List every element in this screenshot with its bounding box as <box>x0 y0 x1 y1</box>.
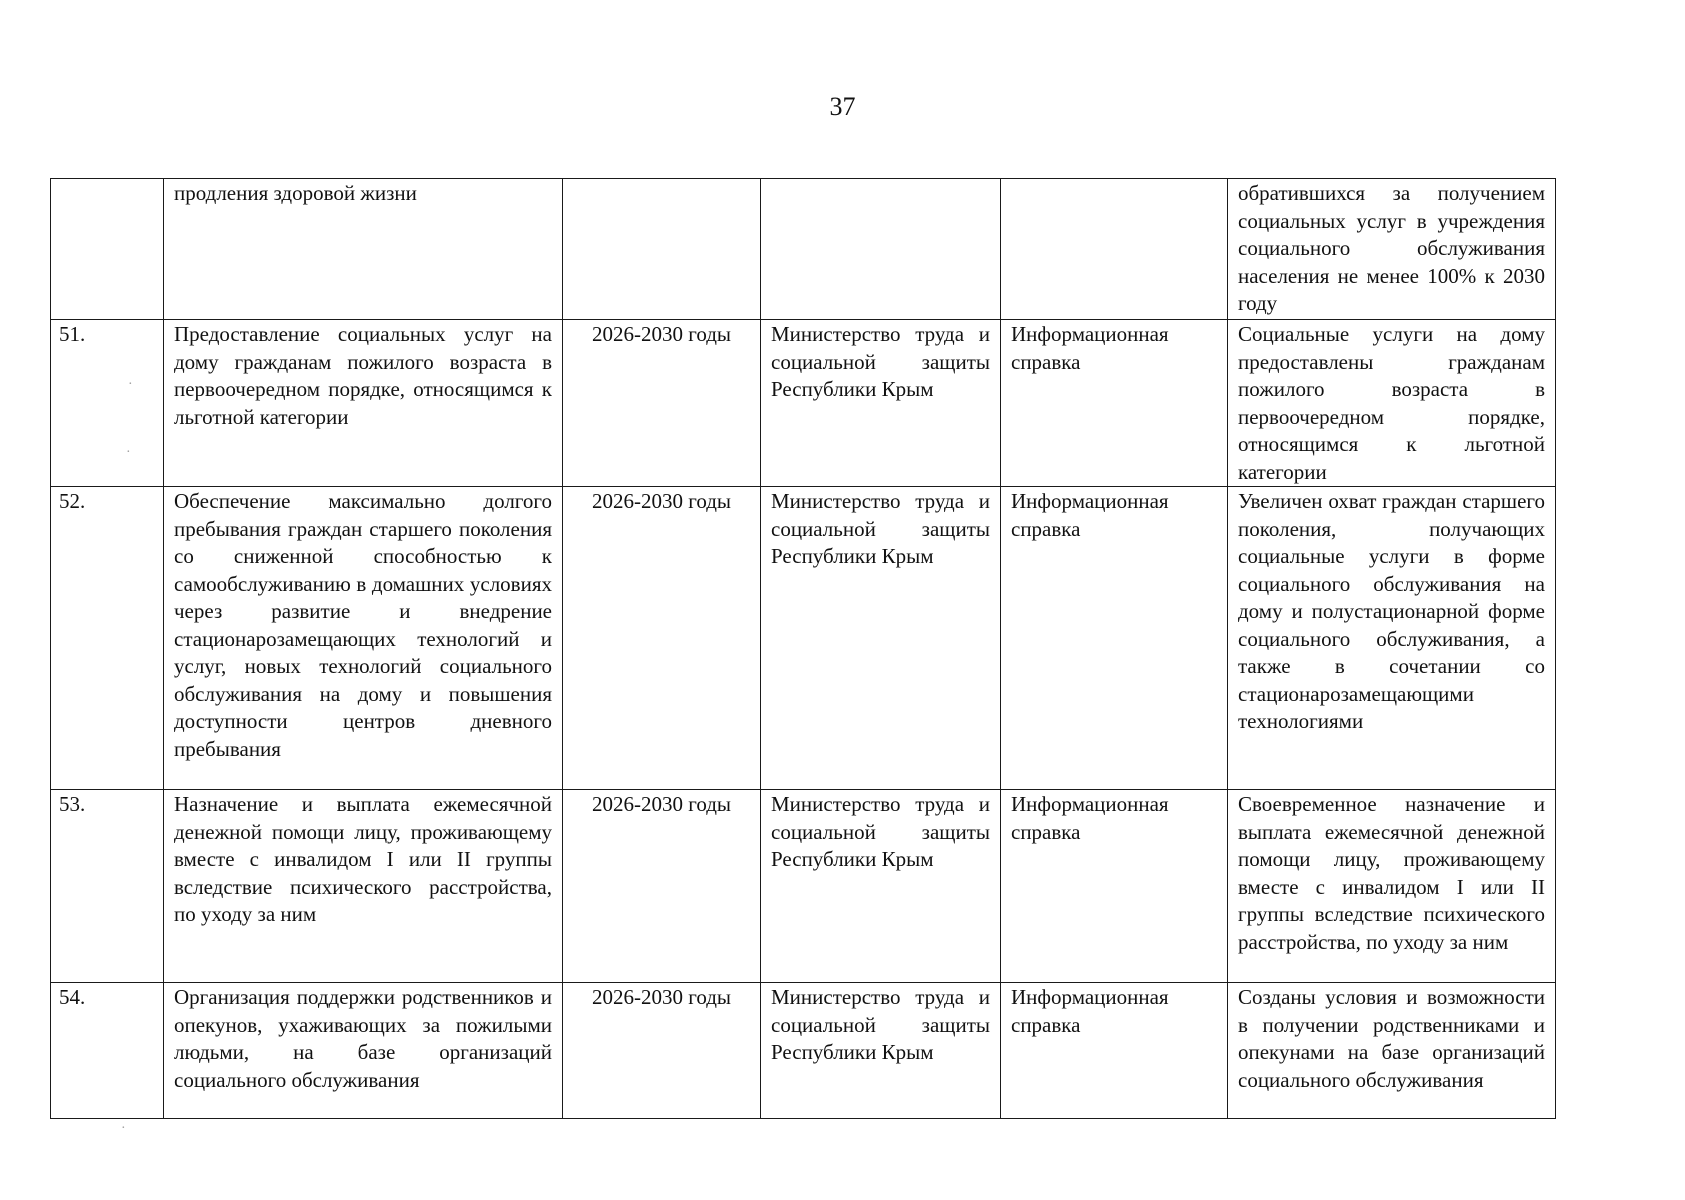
executor-cell <box>761 179 1001 320</box>
report-form-cell: Информационная справка <box>1001 983 1228 1119</box>
period-cell: 2026-2030 годы <box>563 320 761 487</box>
executor-cell: Министерство труда и социальной защиты Республики Крым <box>761 983 1001 1119</box>
report-form-cell: Информационная справка <box>1001 320 1228 487</box>
event-cell: Предоставление социальных услуг на дому гражданам пожилого возраста в первоочередном порядке, относящимся к льготной категории <box>164 320 563 487</box>
executor-cell: Министерство труда и социальной защиты Республики Крым <box>761 320 1001 487</box>
executor-cell: Министерство труда и социальной защиты Республики Крым <box>761 487 1001 790</box>
report-form-cell: Информационная справка <box>1001 487 1228 790</box>
result-cell: обратившихся за получением социальных услуг в учреждения социального обслуживания населения не менее 100% к 2030 году <box>1228 179 1556 320</box>
measures-table <box>50 178 1556 1119</box>
table-row <box>51 487 1556 790</box>
report-form-cell: Информационная справка <box>1001 790 1228 983</box>
period-cell: 2026-2030 годы <box>563 983 761 1119</box>
executor-cell: Министерство труда и социальной защиты Республики Крым <box>761 790 1001 983</box>
event-cell: продления здоровой жизни <box>164 179 563 320</box>
row-number-cell: 54. <box>51 983 164 1119</box>
table-row <box>51 179 1556 320</box>
scan-speck: · <box>121 1121 126 1136</box>
row-number-cell <box>51 179 164 320</box>
page-number: 37 <box>829 92 856 121</box>
period-cell <box>563 179 761 320</box>
result-cell: Своевременное назначение и выплата ежемесячной денежной помощи лицу, проживающему вместе с инвалидом I или II группы вследствие психического расстройства, по уходу за ним <box>1228 790 1556 983</box>
result-cell: Созданы условия и возможности в получении родственниками и опекунами на базе организаций социального обслуживания <box>1228 983 1556 1119</box>
event-cell: Обеспечение максимально долгого пребывания граждан старшего поколения со сниженной способностью к самообслуживанию в домашних условиях через развитие и внедрение стационарозамещающих технологий и услуг, новых технологий социального обслуживания на дому и повышения доступности центров дневного пребывания <box>164 487 563 790</box>
scan-speck: · <box>126 445 131 460</box>
report-form-cell <box>1001 179 1228 320</box>
table-row <box>51 320 1556 487</box>
row-number-cell: 51. <box>51 320 164 487</box>
scan-speck: · <box>128 377 133 392</box>
event-cell: Назначение и выплата ежемесячной денежной помощи лицу, проживающему вместе с инвалидом I или II группы вследствие психического расстройства, по уходу за ним <box>164 790 563 983</box>
row-number-cell: 53. <box>51 790 164 983</box>
table-row <box>51 983 1556 1119</box>
event-cell: Организация поддержки родственников и опекунов, ухаживающих за пожилыми людьми, на базе организаций социального обслуживания <box>164 983 563 1119</box>
period-cell: 2026-2030 годы <box>563 790 761 983</box>
row-number-cell: 52. <box>51 487 164 790</box>
result-cell: Увеличен охват граждан старшего поколения, получающих социальные услуги в форме социального обслуживания на дому и полустационарной форме социального обслуживания, а также в сочетании со стационарозамещающими технологиями <box>1228 487 1556 790</box>
table-row <box>51 790 1556 983</box>
result-cell: Социальные услуги на дому предоставлены гражданам пожилого возраста в первоочередном порядке, относящимся к льготной категории <box>1228 320 1556 487</box>
period-cell: 2026-2030 годы <box>563 487 761 790</box>
